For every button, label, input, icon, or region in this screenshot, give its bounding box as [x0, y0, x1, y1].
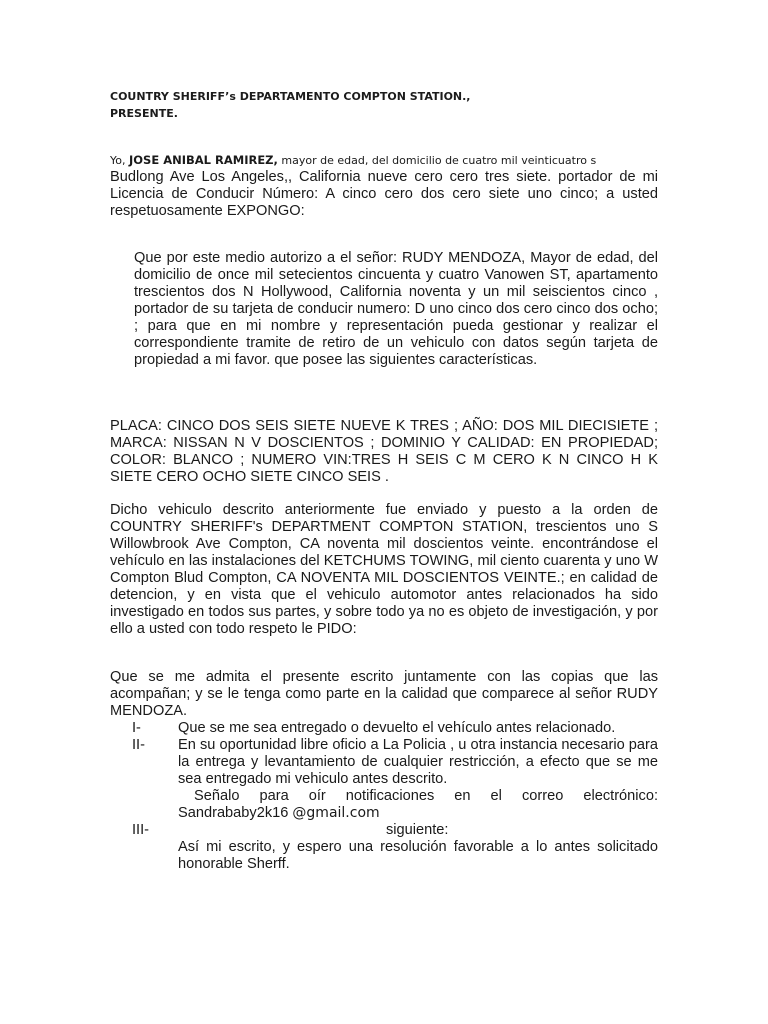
addressee-line: COUNTRY SHERIFF’s DEPARTAMENTO COMPTON STATION., [110, 90, 471, 103]
document-heading [110, 88, 471, 122]
request-item [110, 737, 658, 788]
item-text: Que se me sea entregado o devuelto el vehículo antes relacionado. [178, 720, 616, 736]
presente-line: PRESENTE. [110, 107, 178, 120]
item-text: Así mi escrito, y espero una resolución favorable a lo antes solicitado honorable Sherff. [178, 839, 658, 872]
intro-yo: Yo, [110, 154, 126, 167]
request-paragraph: Que se me admita el presente escrito juntamente con las copias que las acompañan; y se le tenga como parte en la calidad que comparece al señor RUDY MENDOZA. [110, 669, 658, 719]
vehicle-status-paragraph: Dicho vehiculo descrito anteriormente fue enviado y puesto a la orden de COUNTRY SHERIFF's DEPARTMENT COMPTON STATION, trescientos uno S Willowbrook Ave Compton, CA noventa mil doscientos veinte. encontrándose el vehículo en las instalaciones del KETCHUMS TOWING, mil ciento cuarenta y uno W Compton Blud Compton, CA NOVENTA MIL DOSCIENTOS VEINTE.; en calidad de detencion, y en vista que el vehiculo automotor antes relacionados ha sido investigado en todos sus partes, y sobre todo ya no es objeto de investigación, y por ello a usted con todo respeto le PIDO: [110, 502, 658, 637]
intro-body: Budlong Ave Los Angeles,, California nueve cero cero tres siete. portador de mi Licencia de Conducir Número: A cinco cero dos cero siete uno cinco; a usted respetuosamente EXPONGO: [110, 169, 658, 219]
notification-text: Señalo para oír notificaciones en el correo electrónico: [194, 788, 658, 804]
numbered-requests [110, 720, 658, 873]
request-item [110, 822, 658, 873]
intro-paragraph [110, 152, 658, 220]
email-user: Sandrababy2k16 [178, 805, 289, 821]
vehicle-details-paragraph: PLACA: CINCO DOS SEIS SIETE NUEVE K TRES ; AÑO: DOS MIL DIECISIETE ; MARCA: NISSAN N V DOSCIENTOS ; DOMINIO Y CALIDAD: EN PROPIEDAD; COLOR: BLANCO ; NUMERO VIN:TRES H SEIS C M CERO K N CINCO H K SIETE CERO OCHO SIETE CINCO SEIS . [110, 418, 658, 485]
email-domain: @gmail.com [292, 805, 380, 821]
declarant-name: JOSE ANIBAL RAMIREZ, [129, 153, 278, 167]
notification-line [110, 788, 658, 822]
siguiente-label: siguiente: [386, 822, 449, 838]
authorization-paragraph: Que por este medio autorizo a el señor: RUDY MENDOZA, Mayor de edad, del domicilio de once mil setecientos cincuenta y cuatro Vanowen ST, apartamento trescientos dos N Hollywood, California noventa y un mil seiscientos cinco , portador de su tarjeta de conducir numero: D uno cinco dos cero cinco dos ocho; ; para que en mi nombre y representación pueda gestionar y realizar el correspondiente tramite de retiro de un vehiculo con datos según tarjeta de propiedad a mi favor. que posee las siguientes características. [134, 250, 658, 368]
intro-first-line [110, 152, 658, 169]
item-number: III- [132, 822, 150, 838]
item-number: II- [132, 737, 145, 753]
request-item [110, 720, 658, 737]
item-text: En su oportunidad libre oficio a La Policia , u otra instancia necesario para la entrega y levantamiento de cualquier restricción, a efecto que se me sea entregado mi vehiculo antes descrito. [178, 737, 658, 787]
item-number: I- [132, 720, 141, 736]
intro-first-rest: mayor de edad, del domicilio de cuatro mil veinticuatro s [281, 154, 597, 167]
